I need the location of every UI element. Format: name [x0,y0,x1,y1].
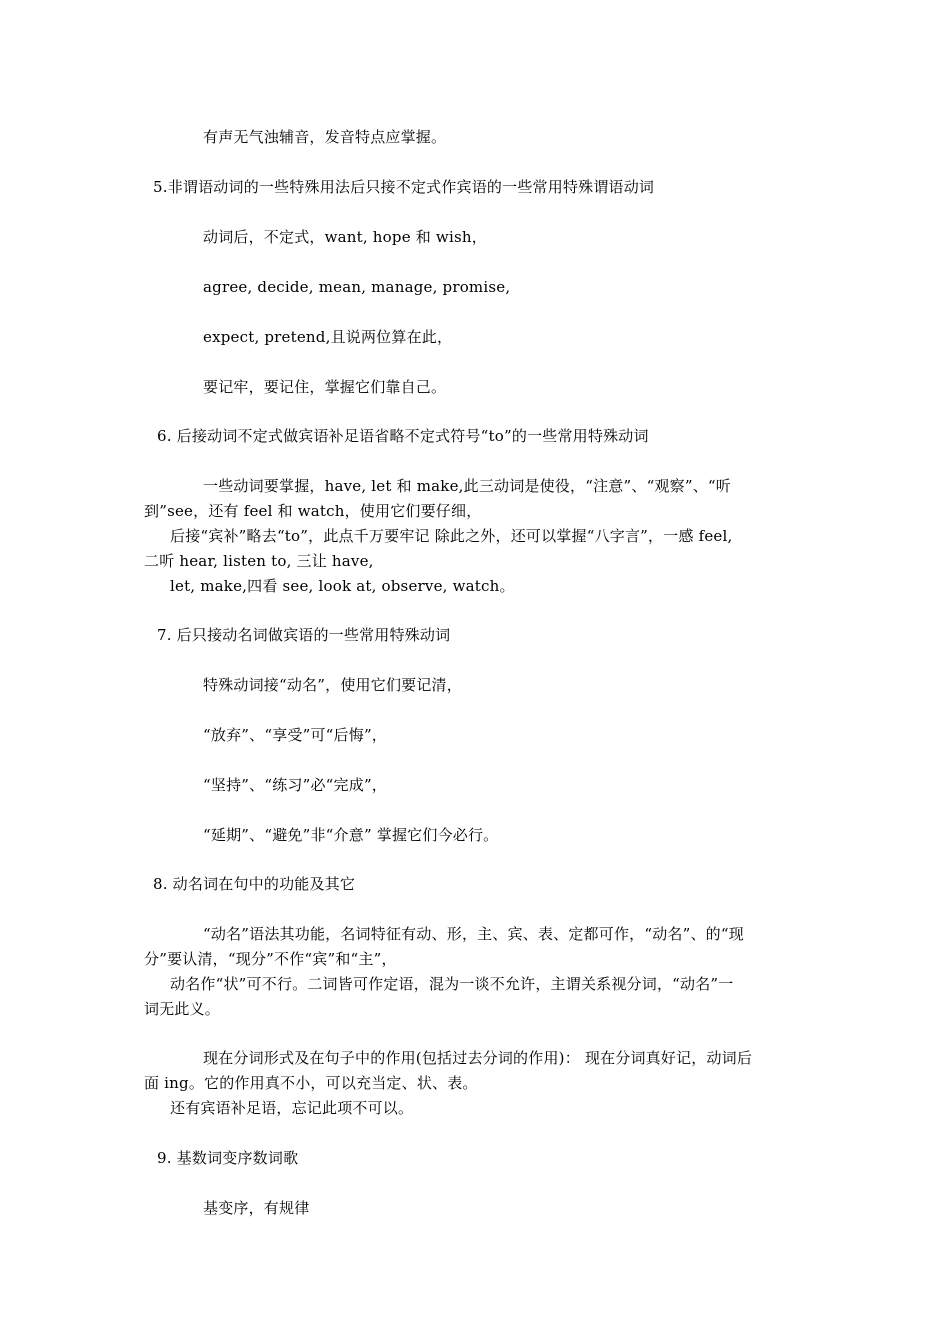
text-line: “动名”语法其功能，名词特征有动、形，主、宾、表、定都可作，“动名”、的“现 [203,925,744,943]
text-line: 面 ing。它的作用真不小，可以充当定、状、表。 [144,1074,478,1092]
text-line: “坚持”、“练习”必“完成”， [203,776,388,794]
text-line: let, make,四看 see, look at, observe, watch。 [170,577,515,595]
section-heading-5: 5.非谓语动词的一些特殊用法后只接不定式作宾语的一些常用特殊谓语动词 [153,178,655,196]
text-line: “延期”、“避免”非“介意” 掌握它们今必行。 [203,826,499,844]
text-line: 动词后，不定式，want, hope 和 wish， [203,228,487,246]
text-line: “放弃”、“享受”可“后悔”， [203,726,388,744]
text-line: expect, pretend,且说两位算在此， [203,328,453,346]
text-line: 现在分词形式及在句子中的作用(包括过去分词的作用)： 现在分词真好记，动词后 [203,1049,753,1067]
text-line: 二听 hear, listen to, 三让 have, [144,552,374,570]
text-line: 动名作“状”可不行。二词皆可作定语，混为一谈不允许，主谓关系视分词，“动名”一 [170,975,734,993]
text-line: 基变序，有规律 [203,1199,310,1217]
text-line: 词无此义。 [144,1000,221,1018]
section-heading-7: 7. 后只接动名词做宾语的一些常用特殊动词 [157,626,451,644]
text-line: 分”要认清，“现分”不作“宾”和“主”， [144,950,397,968]
section-heading-9: 9. 基数词变序数词歌 [157,1149,299,1167]
text-line: 一些动词要掌握，have, let 和 make,此三动词是使役，“注意”、“观察”、“听 [203,477,731,495]
text-line: 后接“宾补”略去“to”，此点千万要牢记 除此之外，还可以掌握“八字言”，一感 feel, [170,527,733,545]
section-heading-6: 6. 后接动词不定式做宾语补足语省略不定式符号“to”的一些常用特殊动词 [157,427,649,445]
text-line: 有声无气浊辅音，发音特点应掌握。 [203,128,447,146]
text-line: 特殊动词接“动名”，使用它们要记清， [203,676,462,694]
text-line: agree, decide, mean, manage, promise, [203,278,511,296]
text-line: 还有宾语补足语，忘记此项不可以。 [170,1099,414,1117]
text-line: 到”see，还有 feel 和 watch，使用它们要仔细， [144,502,482,520]
section-heading-8: 8. 动名词在句中的功能及其它 [153,875,356,893]
text-line: 要记牢，要记住，掌握它们靠自己。 [203,378,447,396]
